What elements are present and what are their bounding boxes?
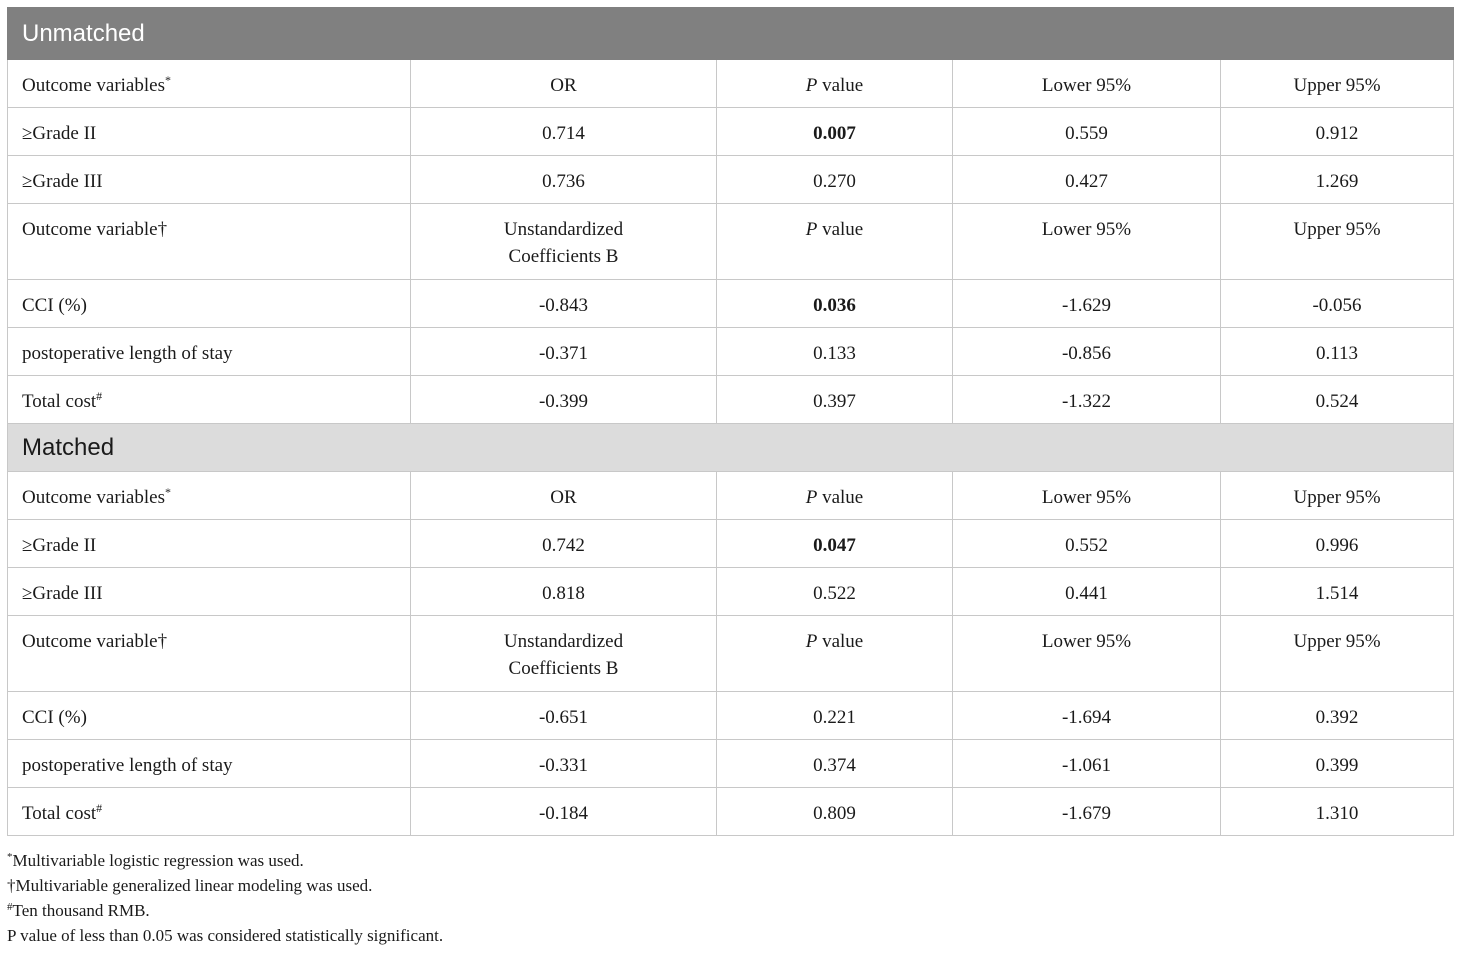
table-row (8, 280, 1454, 328)
header-outcome-variables: Outcome variables* (8, 60, 411, 108)
p-value: 0.036 (717, 280, 953, 328)
header-outcome-variables: Outcome variables* (8, 472, 411, 520)
column-header-row (8, 60, 1454, 108)
upper-95-value: 0.392 (1221, 692, 1454, 740)
table-row (8, 520, 1454, 568)
header-unstandardized-coefficients: Unstandardized Coefficients B (411, 616, 717, 692)
header-p-value: P value (717, 616, 953, 692)
table-row (8, 328, 1454, 376)
section-title: Unmatched (8, 8, 1454, 60)
b-value: -0.371 (411, 328, 717, 376)
lower-95-value: -1.694 (953, 692, 1221, 740)
row-label: Total cost# (8, 376, 411, 424)
footnote-logistic: *Multivariable logistic regression was used. (7, 851, 304, 870)
lower-95-value: -1.629 (953, 280, 1221, 328)
table-row (8, 788, 1454, 836)
b-value: -0.843 (411, 280, 717, 328)
table-footnotes (7, 848, 443, 948)
row-label: postoperative length of stay (8, 328, 411, 376)
or-value: 0.818 (411, 568, 717, 616)
footnote-mark: † (157, 631, 168, 652)
p-value: 0.221 (717, 692, 953, 740)
or-value: 0.714 (411, 108, 717, 156)
row-label: CCI (%) (8, 692, 411, 740)
row-label: ≥Grade II (8, 520, 411, 568)
b-value: -0.331 (411, 740, 717, 788)
header-unstandardized-coefficients: Unstandardized Coefficients B (411, 204, 717, 280)
lower-95-value: 0.441 (953, 568, 1221, 616)
lower-95-value: -1.322 (953, 376, 1221, 424)
header-p-value: P value (717, 60, 953, 108)
p-value: 0.133 (717, 328, 953, 376)
header-lower-95: Lower 95% (953, 204, 1221, 280)
header-outcome-variable: Outcome variable† (8, 204, 411, 280)
upper-95-value: 0.399 (1221, 740, 1454, 788)
row-label: Total cost# (8, 788, 411, 836)
b-value: -0.651 (411, 692, 717, 740)
footnote-glm: †Multivariable generalized linear modeling was used. (7, 876, 373, 895)
upper-95-value: 0.996 (1221, 520, 1454, 568)
results-table-container (7, 7, 1453, 836)
footnote-mark: # (96, 801, 103, 815)
section-header-matched (8, 424, 1454, 472)
b-value: -0.399 (411, 376, 717, 424)
column-header-row (8, 616, 1454, 692)
lower-95-value: 0.552 (953, 520, 1221, 568)
upper-95-value: 0.912 (1221, 108, 1454, 156)
header-upper-95: Upper 95% (1221, 472, 1454, 520)
or-value: 0.736 (411, 156, 717, 204)
upper-95-value: 0.113 (1221, 328, 1454, 376)
regression-results-table (7, 7, 1454, 836)
footnote-mark: * (164, 485, 171, 499)
lower-95-value: -1.679 (953, 788, 1221, 836)
upper-95-value: 1.310 (1221, 788, 1454, 836)
lower-95-value: -0.856 (953, 328, 1221, 376)
p-value: 0.397 (717, 376, 953, 424)
b-value: -0.184 (411, 788, 717, 836)
header-p-value: P value (717, 472, 953, 520)
header-upper-95: Upper 95% (1221, 60, 1454, 108)
column-header-row (8, 472, 1454, 520)
header-p-value: P value (717, 204, 953, 280)
header-lower-95: Lower 95% (953, 472, 1221, 520)
lower-95-value: 0.427 (953, 156, 1221, 204)
or-value: 0.742 (411, 520, 717, 568)
lower-95-value: -1.061 (953, 740, 1221, 788)
header-or: OR (411, 60, 717, 108)
table-row (8, 156, 1454, 204)
footnote-mark: # (96, 389, 103, 403)
row-label: ≥Grade II (8, 108, 411, 156)
header-upper-95: Upper 95% (1221, 616, 1454, 692)
footnote-mark: * (164, 73, 171, 87)
footnote-mark: † (157, 219, 168, 240)
section-header-unmatched (8, 8, 1454, 60)
upper-95-value: 1.514 (1221, 568, 1454, 616)
p-value: 0.007 (717, 108, 953, 156)
table-row (8, 108, 1454, 156)
table-row (8, 376, 1454, 424)
row-label: CCI (%) (8, 280, 411, 328)
footnote-significance: P value of less than 0.05 was considered statistically significant. (7, 926, 444, 945)
p-value: 0.047 (717, 520, 953, 568)
row-label: ≥Grade III (8, 156, 411, 204)
p-value: 0.270 (717, 156, 953, 204)
p-value: 0.809 (717, 788, 953, 836)
p-value: 0.374 (717, 740, 953, 788)
p-value: 0.522 (717, 568, 953, 616)
header-upper-95: Upper 95% (1221, 204, 1454, 280)
upper-95-value: -0.056 (1221, 280, 1454, 328)
upper-95-value: 0.524 (1221, 376, 1454, 424)
header-lower-95: Lower 95% (953, 60, 1221, 108)
header-lower-95: Lower 95% (953, 616, 1221, 692)
table-row (8, 568, 1454, 616)
footnote-cost-unit: #Ten thousand RMB. (7, 901, 150, 920)
header-outcome-variable: Outcome variable† (8, 616, 411, 692)
table-row (8, 692, 1454, 740)
table-row (8, 740, 1454, 788)
header-or: OR (411, 472, 717, 520)
upper-95-value: 1.269 (1221, 156, 1454, 204)
row-label: ≥Grade III (8, 568, 411, 616)
column-header-row (8, 204, 1454, 280)
row-label: postoperative length of stay (8, 740, 411, 788)
lower-95-value: 0.559 (953, 108, 1221, 156)
section-title: Matched (8, 424, 1454, 472)
